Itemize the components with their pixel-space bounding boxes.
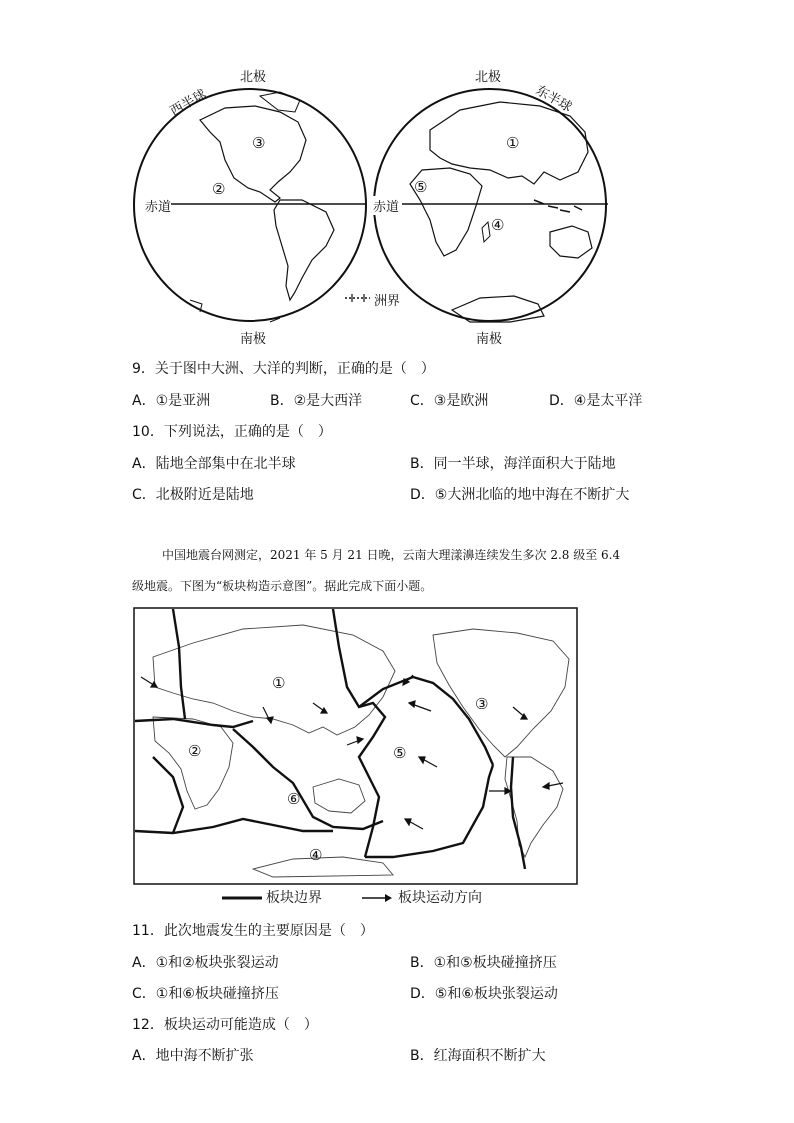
plate-marker-5: ⑤ (393, 744, 407, 762)
question-10-option-c[interactable]: C．北极附近是陆地 (132, 487, 254, 503)
plate-boundary-legend-symbol (220, 888, 264, 908)
east-hemisphere-label: 东半球 (532, 82, 575, 116)
hemisphere-marker-2: ② (212, 180, 226, 198)
question-12-option-b[interactable]: B．红海面积不断扩大 (410, 1048, 546, 1064)
question-10-option-d[interactable]: D．⑤大洲北临的地中海在不断扩大 (410, 487, 630, 503)
hemisphere-marker-4: ④ (491, 216, 505, 234)
question-10-stem: 10．下列说法，正确的是（ ） (132, 424, 332, 440)
south-america-outline (274, 200, 334, 300)
continent-boundary-legend-label: 洲界 (374, 294, 401, 309)
hemisphere-marker-1: ① (506, 134, 520, 152)
question-9-option-a[interactable]: A．①是亚洲 (132, 393, 211, 409)
plate-marker-1: ① (272, 674, 286, 692)
question-10-option-b[interactable]: B．同一半球，海洋面积大于陆地 (410, 456, 616, 472)
intro-line-2: 级地震。下图为“板块构造示意图”。据此完成下面小题。 (132, 579, 433, 593)
question-12-option-a[interactable]: A．地中海不断扩张 (132, 1048, 254, 1064)
plate-map-legend (220, 886, 520, 910)
question-9-option-d[interactable]: D．④是太平洋 (549, 393, 643, 409)
west-hemisphere-label: 西半球 (167, 86, 210, 120)
plate-marker-2: ② (188, 742, 202, 760)
question-11-option-d[interactable]: D．⑤和⑥板块张裂运动 (410, 986, 558, 1002)
east-equator-label: 赤道 (373, 196, 399, 215)
plate-motion-legend-symbol (360, 888, 396, 908)
indonesia-islands (534, 200, 582, 212)
question-10-option-a[interactable]: A．陆地全部集中在北半球 (132, 456, 296, 472)
west-north-pole-label: 北极 (240, 70, 267, 85)
question-11-option-c[interactable]: C．①和⑥板块碰撞挤压 (132, 986, 279, 1002)
madagascar-outline (482, 222, 490, 242)
plate-motion-legend-label: 板块运动方向 (398, 890, 482, 906)
question-12-stem: 12．板块运动可能造成（ ） (132, 1017, 318, 1033)
east-south-pole-label: 南极 (476, 332, 503, 347)
question-9-option-c[interactable]: C．③是欧洲 (410, 393, 489, 409)
hemisphere-marker-5: ⑤ (414, 178, 428, 196)
intro-line-1: 中国地震台网测定，2021 年 5 月 21 日晚，云南大理漾濞连续发生多次 2.8 级至 6.4 (162, 548, 621, 562)
continent-boundary-legend-symbol (345, 294, 370, 302)
question-9-stem: 9．关于图中大洲、大洋的判断，正确的是（ ） (132, 361, 435, 377)
east-north-pole-label: 北极 (475, 70, 502, 85)
question-11-stem: 11．此次地震发生的主要原因是（ ） (132, 923, 374, 939)
plate-marker-6: ⑥ (287, 790, 301, 808)
plate-boundary-legend-label: 板块边界 (266, 890, 322, 906)
plate-marker-3: ③ (475, 695, 489, 713)
question-11-option-b[interactable]: B．①和⑤板块碰撞挤压 (410, 955, 557, 971)
plate-marker-4: ④ (309, 846, 323, 864)
hemisphere-marker-3: ③ (252, 134, 266, 152)
west-south-pole-label: 南极 (240, 332, 267, 347)
question-9-option-b[interactable]: B．②是大西洋 (270, 393, 363, 409)
west-equator-label: 赤道 (145, 196, 171, 215)
australia-outline (550, 226, 592, 258)
eastern-hemisphere-circle (374, 89, 606, 321)
question-11-option-a[interactable]: A．①和②板块张裂运动 (132, 955, 279, 971)
